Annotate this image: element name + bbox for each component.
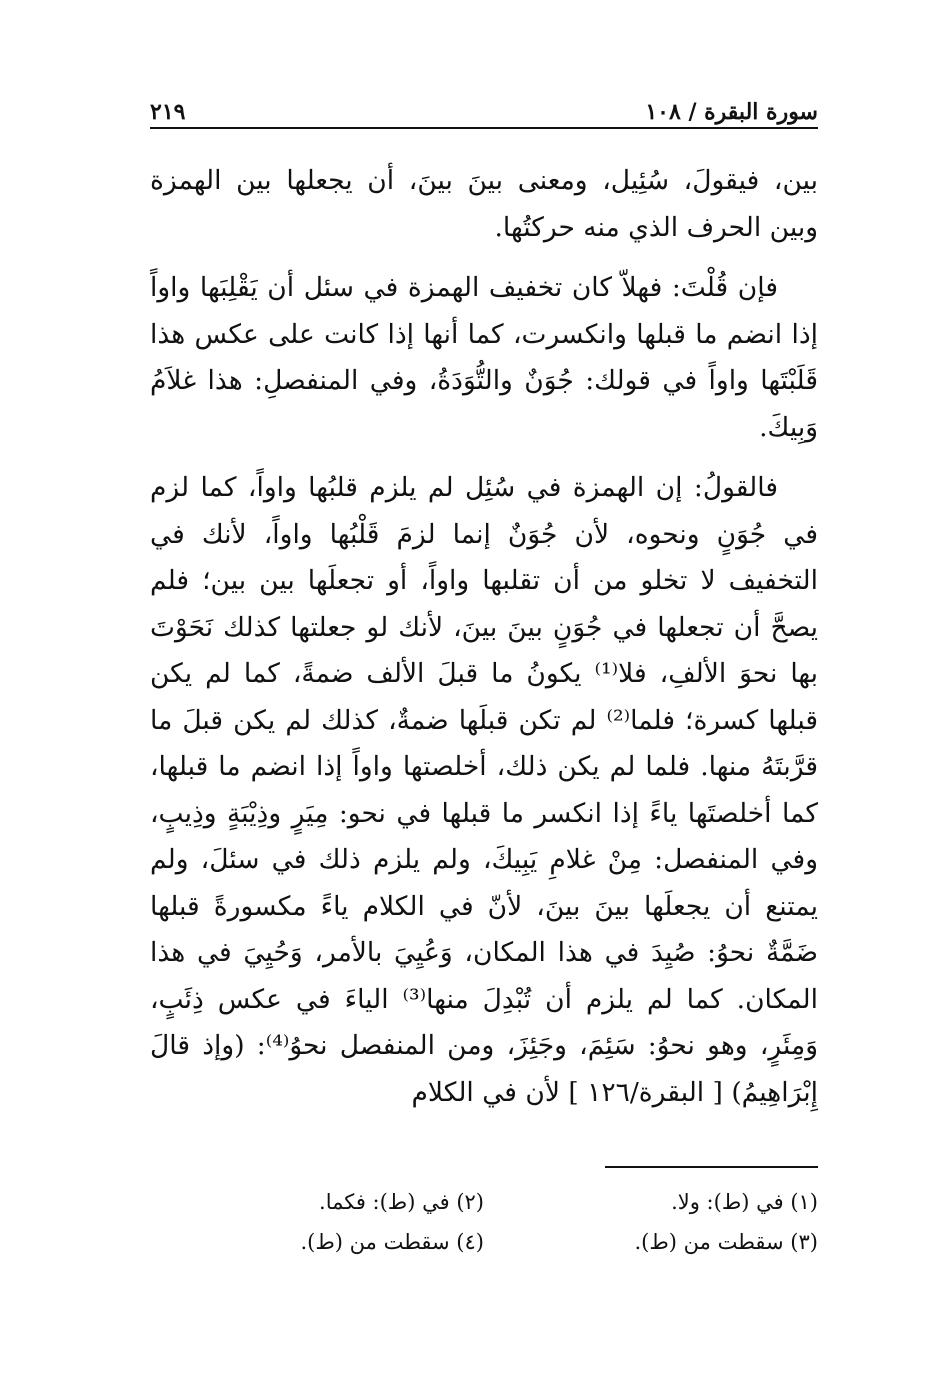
footnote: (٣) سقطت من (ط). [634,1230,818,1254]
paragraph: فالقولُ: إن الهمزة في سُئِل لم يلزم قلبُها واواً، كما لزم في جُوَنٍ ونحوه، لأن جُوَنٌ إنما لزمَ قَلْبُها واواً، لأنك في التخفيف لا تخلو من أن تقلبها واواً، أو تجعلَها بين بين؛ فلم يصحَّ أن تجعلها في جُوَنٍ بينَ بينَ، لأنك لو جعلتها كذلك نَحَوْتَ بها نحوَ الألفِ، فلا⁽¹⁾ يكونُ ما قبلَ الألف ضمةً، كما لم يكن قبلها كسرة؛ فلما⁽²⁾ لم تكن قبلَها ضمةٌ، كذلك لم يكن قبلَ ما قرَّبتَهُ منها. فلما لم يكن ذلك، أخلصتها واواً إذا انضم ما قبلها، كما أخلصتَها ياءً إذا انكسر ما قبلها في نحو: مِيَرٍ وذِيْبَةٍ وذِيبٍ، وفي المنفصل: مِنْ غلامِ يَبِيكَ، ولم يلزم ذلك في سئلَ، ولم يمتنع أن يجعلَها بينَ بينَ، لأنّ في الكلام ياءً مكسورةً قبلها ضَمَّةٌ نحوُ: صُيِدَ في هذا المكان، وَعُيِيَ بالأمر، وَحُيِيَ في هذا المكان. كما لم يلزم أن تُبْدِلَ منها⁽³⁾ الياءَ في عكس ذِئَبٍ، وَمِئَرٍ، وهو نحوُ: سَئِمَ، وجَئِزَ، ومن المنفصل نحوُ⁽⁴⁾: (وإذ قالَ إِبْرَاهِيمُ) [ البقرة/١٢٦ ] لأن في الكلام [150,472,818,1108]
running-header [150,92,818,126]
paragraph: بين، فيقولَ، سُئِيل، ومعنى بينَ بينَ، أن يجعلها بين الهمزة وبين الحرف الذي منه حركتُها. [150,165,818,243]
body-text [150,158,818,1130]
paragraph: فإن قُلْتَ: فهلاّ كان تخفيف الهمزة في سئل أن يَقْلِبَها واواً إذا انضم ما قبلها وانكسرت، كما أنها إذا كانت على عكس هذا قَلَبْتَها واواً في قولك: جُوَنٌ والتُّوَدَةُ، وفي المنفصلِ: هذا غلاَمُ وَبِيكَ. [150,272,818,443]
footnote: (١) في (ط): ولا. [671,1190,818,1214]
footnote: (٤) سقطت من (ط). [300,1230,484,1254]
header-divider [150,127,818,129]
footnote: (٢) في (ط): فكما. [319,1190,484,1214]
footnote-row [150,1182,818,1222]
footnote-row [150,1222,818,1262]
header-title: سورة البقرة / ١٠٨ [645,99,818,125]
page-number: ٢١٩ [150,99,186,125]
footnotes [150,1182,818,1262]
footnote-divider [605,1166,818,1168]
